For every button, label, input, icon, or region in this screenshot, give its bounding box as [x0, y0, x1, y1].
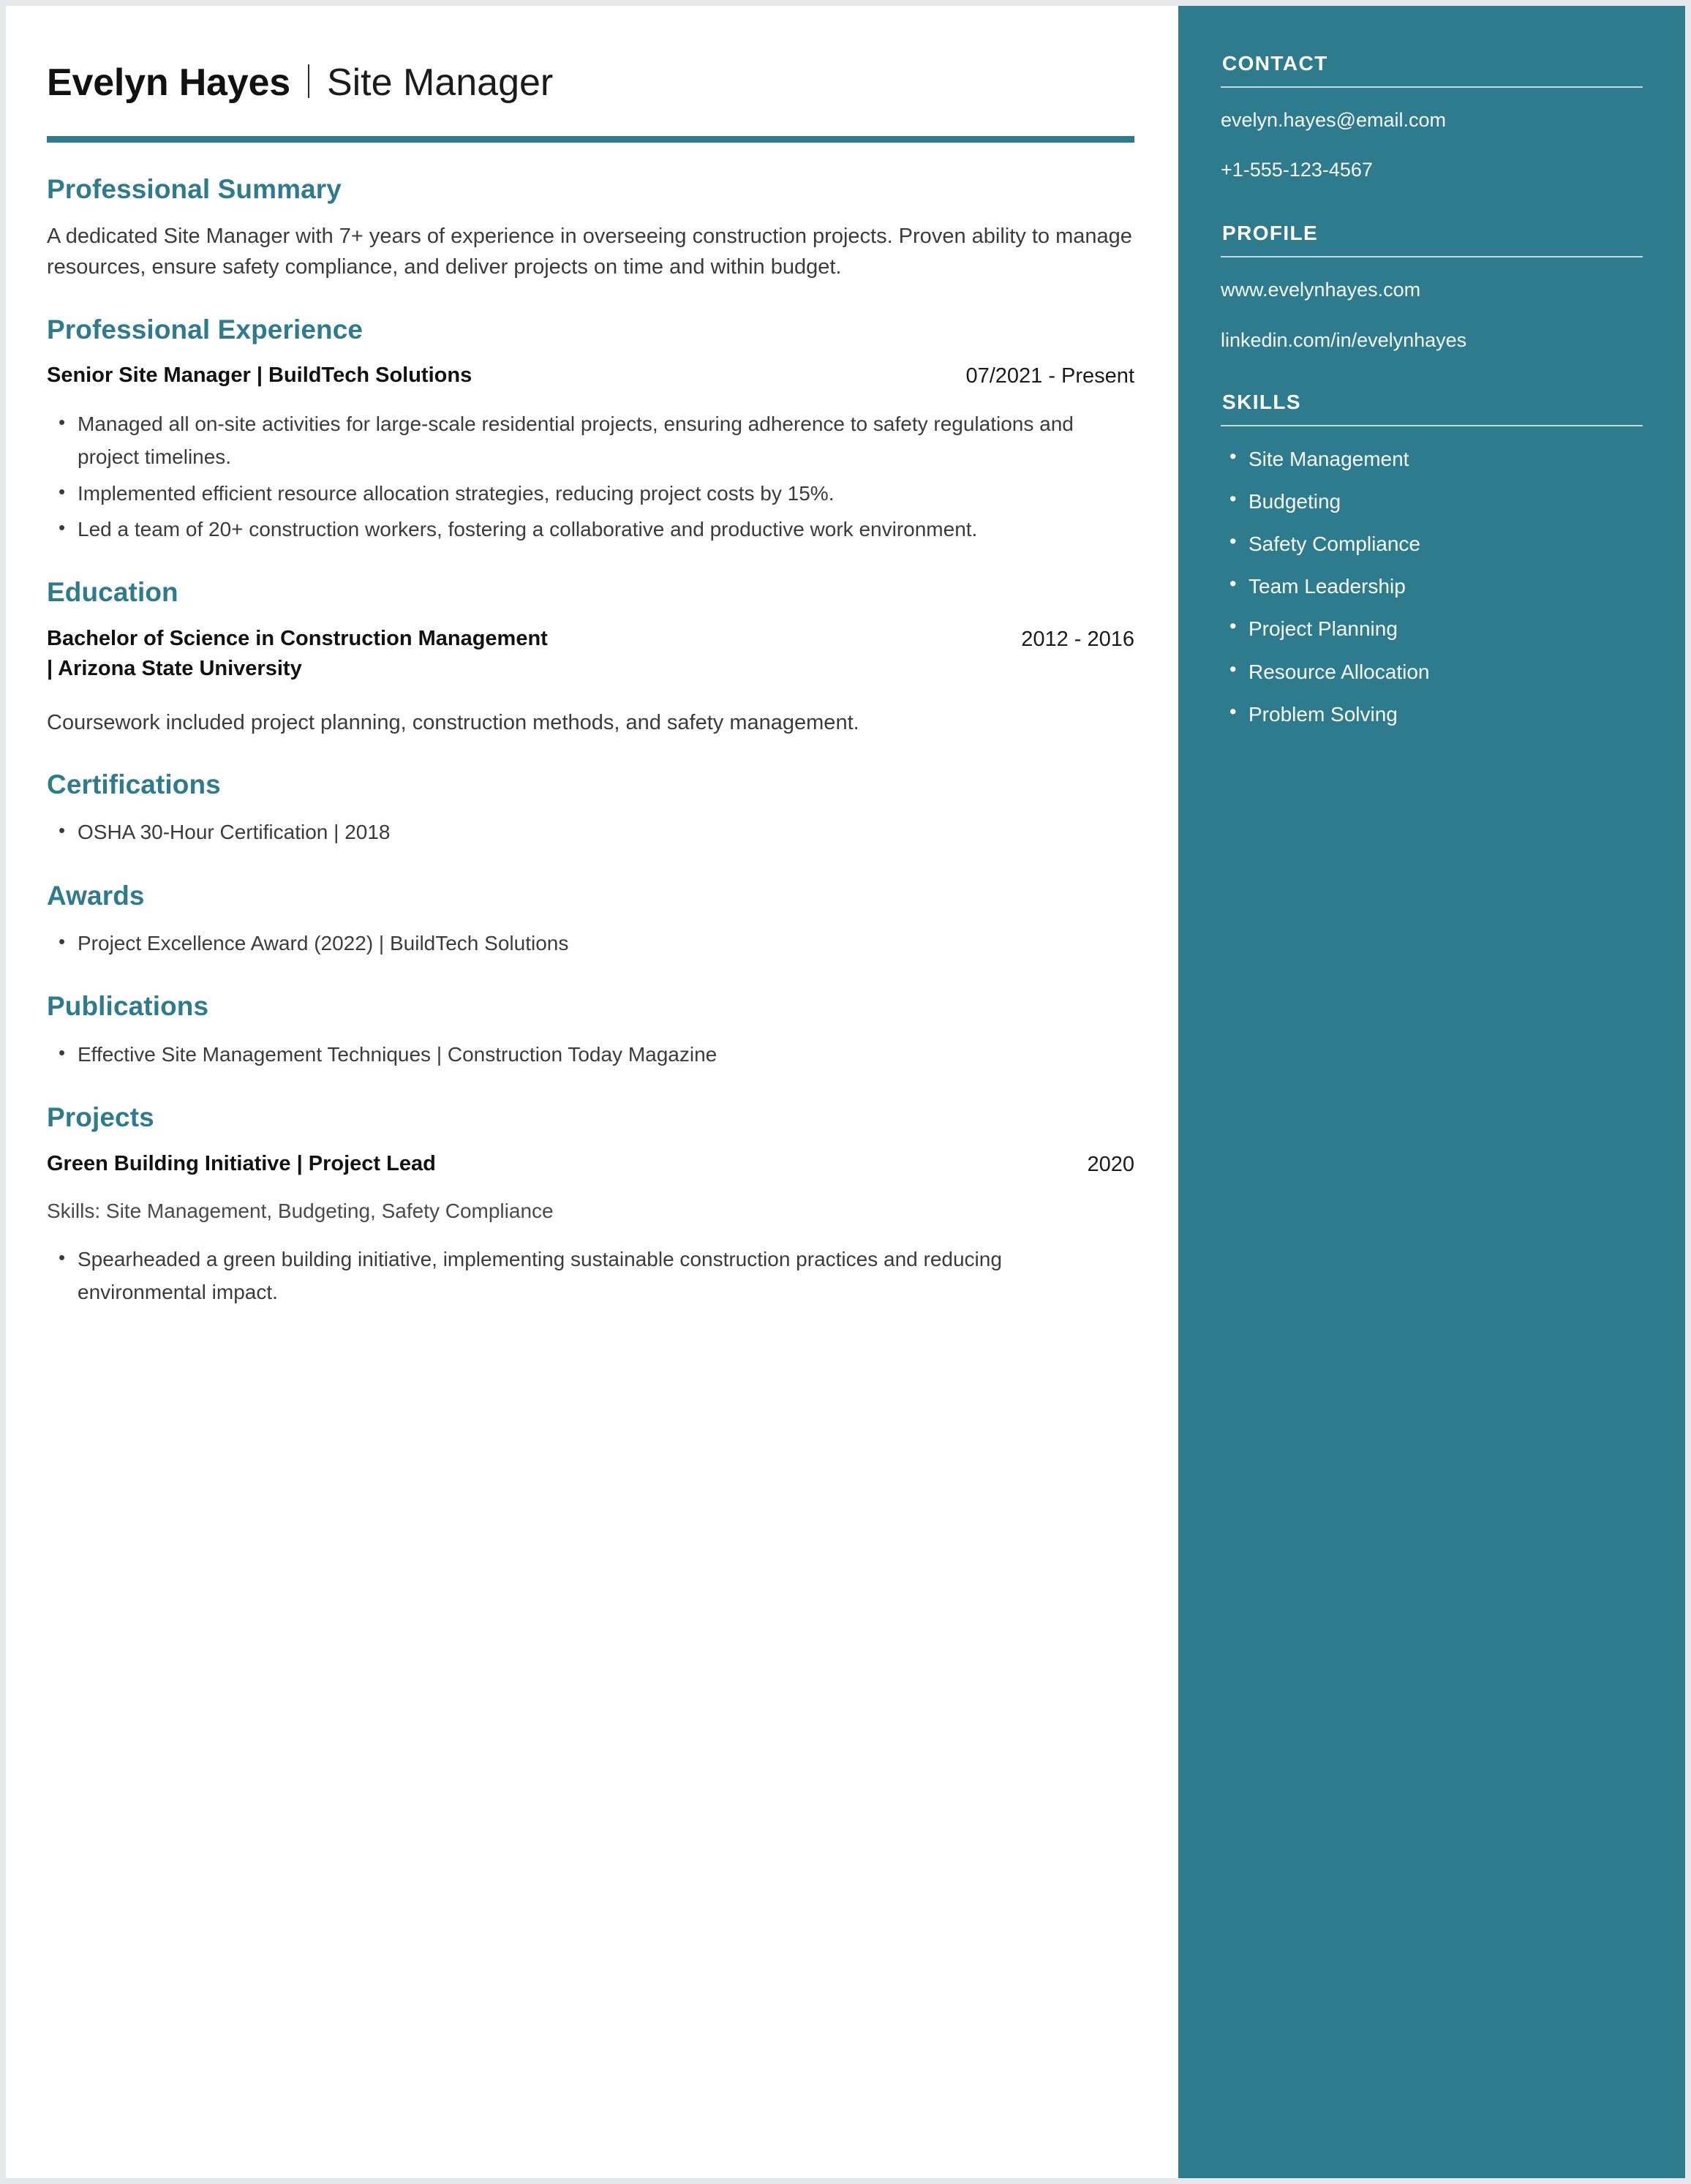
sidebar-title-contact: CONTACT: [1222, 52, 1328, 75]
section-projects: [47, 1102, 1134, 1308]
section-title-education: Education: [47, 577, 178, 608]
list-item: • Led a team of 20+ construction workers, fostering a collaborative and productive work environment.: [47, 513, 1134, 546]
project-entry: [47, 1149, 1134, 1309]
profile-linkedin-link[interactable]: linkedin.com/in/evelynhayes: [1221, 328, 1467, 351]
list-item: • Budgeting: [1221, 488, 1643, 515]
education-entry-header: [47, 624, 1134, 655]
publications-list: [47, 1038, 1134, 1071]
project-bullet-list: [47, 1243, 1134, 1309]
sidebar-divider-profile: [1221, 256, 1643, 257]
education-note: Coursework included project planning, construction methods, and safety management.: [47, 710, 859, 734]
education-degree: Bachelor of Science in Construction Management: [47, 626, 548, 650]
list-item: • Resource Allocation: [1221, 658, 1643, 685]
sidebar-section-contact: [1221, 51, 1643, 183]
project-entry-header: [47, 1149, 1134, 1180]
sidebar-divider-skills: [1221, 425, 1643, 426]
sidebar-section-skills: [1221, 390, 1643, 728]
certifications-list: [47, 816, 1134, 848]
experience-bullet-list: [47, 407, 1134, 546]
list-item: • Implemented efficient resource allocation strategies, reducing project costs by 15%.: [47, 477, 1134, 510]
sidebar-title-skills: SKILLS: [1222, 390, 1301, 413]
education-entry: [47, 624, 1134, 738]
profile-website-link[interactable]: www.evelynhayes.com: [1221, 279, 1421, 301]
contact-email[interactable]: evelyn.hayes@email.com: [1221, 108, 1447, 131]
section-publications: [47, 990, 1134, 1071]
project-skills: Skills: Site Management, Budgeting, Safety Compliance: [47, 1200, 554, 1223]
skills-list: [1221, 445, 1643, 728]
name-and-role: [47, 61, 1134, 104]
awards-list: [47, 927, 1134, 960]
sidebar: [1178, 6, 1685, 2178]
candidate-name: Evelyn Hayes: [47, 61, 290, 104]
list-item: • Managed all on-site activities for large-scale residential projects, ensuring adherence to safety regulations and project timelines.: [47, 407, 1134, 474]
list-item: • Project Excellence Award (2022) | BuildTech Solutions: [47, 927, 1134, 960]
summary-text: A dedicated Site Manager with 7+ years of experience in overseeing construction projects. Proven ability to manage resources, ensure safety compliance, and deliver projects on time and within budget.: [47, 224, 1132, 279]
section-title-summary: Professional Summary: [47, 174, 342, 205]
name-separator-icon: [308, 64, 309, 98]
list-item: • Site Management: [1221, 445, 1643, 472]
section-title-certifications: Certifications: [47, 769, 221, 799]
section-professional-summary: [47, 173, 1134, 283]
list-item: • Team Leadership: [1221, 573, 1643, 600]
section-title-publications: Publications: [47, 991, 209, 1022]
list-item: • Problem Solving: [1221, 701, 1643, 728]
section-certifications: [47, 769, 1134, 849]
contact-phone[interactable]: +1-555-123-4567: [1221, 159, 1373, 181]
sidebar-title-profile: PROFILE: [1222, 222, 1319, 245]
experience-entry-header: [47, 361, 1134, 391]
project-title: Green Building Initiative | Project Lead: [47, 1151, 436, 1175]
section-awards: [47, 880, 1134, 960]
sidebar-section-profile: [1221, 221, 1643, 353]
resume-header: [47, 44, 1134, 143]
experience-entry-date: 07/2021 - Present: [965, 364, 1134, 388]
main-column: [6, 6, 1178, 2178]
section-title-experience: Professional Experience: [47, 314, 364, 344]
section-education: [47, 576, 1134, 738]
header-divider: [47, 136, 1134, 143]
section-title-projects: Projects: [47, 1102, 154, 1133]
sidebar-divider-contact: [1221, 86, 1643, 88]
project-date: 2020: [1087, 1152, 1134, 1176]
experience-entry-title: Senior Site Manager | BuildTech Solutions: [47, 364, 472, 388]
section-professional-experience: [47, 314, 1134, 546]
list-item: • OSHA 30-Hour Certification | 2018: [47, 816, 1134, 848]
education-date: 2012 - 2016: [1021, 627, 1134, 651]
list-item: • Safety Compliance: [1221, 530, 1643, 557]
candidate-role: Site Manager: [326, 61, 554, 104]
list-item: • Spearheaded a green building initiative, implementing sustainable construction practices and reducing environmental impact.: [47, 1243, 1134, 1309]
list-item: • Project Planning: [1221, 615, 1643, 642]
resume-sheet: [6, 6, 1685, 2178]
experience-entry: [47, 361, 1134, 546]
education-institution: | Arizona State University: [47, 657, 302, 681]
list-item: • Effective Site Management Techniques | Construction Today Magazine: [47, 1038, 1134, 1071]
section-title-awards: Awards: [47, 880, 145, 911]
